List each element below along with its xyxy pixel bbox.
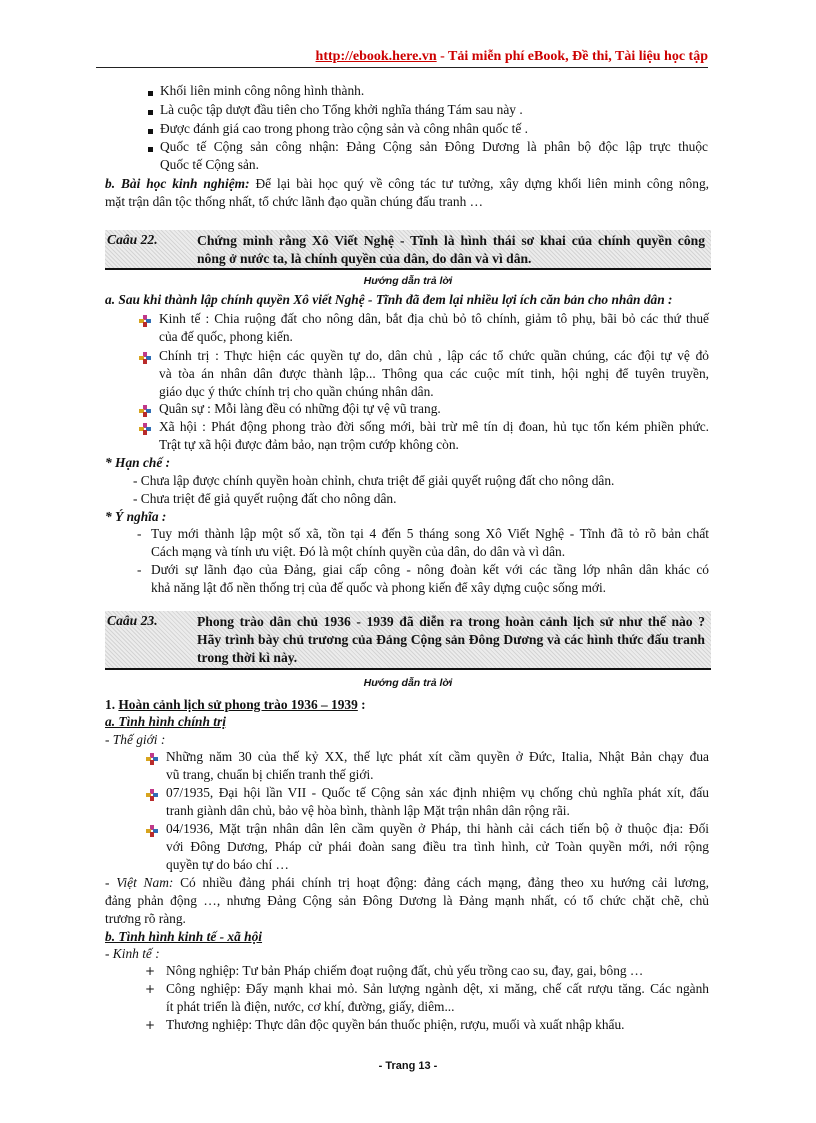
- clover-bullet-icon: [146, 825, 158, 837]
- meaning-item-cont: khả năng lật đổ nền thống trị của đế quốc và phong kiến để xây dựng cuộc sống mới.: [151, 580, 607, 595]
- question-23-line: Hãy trình bày chủ trương của Đảng Cộng sản Đông Dương và các hình thức đấu tranh: [197, 632, 705, 647]
- plus-bullet-icon: +: [145, 964, 156, 978]
- benefit-item-cont: của đế quốc, phong kiến.: [159, 329, 293, 344]
- square-bullet-icon: [148, 129, 153, 134]
- meaning-heading: * Ý nghĩa :: [105, 509, 167, 524]
- plus-bullet-icon: +: [145, 982, 156, 996]
- top-bullet-cont: Quốc tế Cộng sản.: [160, 157, 259, 172]
- world-item: Những năm 30 của thế kỷ XX, thế lực phát xít cầm quyền ở Đức, Italia, Nhật Bản chạy đua: [166, 749, 709, 764]
- section-1-heading: [105, 697, 366, 713]
- square-bullet-icon: [148, 110, 153, 115]
- lesson-label: b. Bài học kinh nghiệm:: [105, 176, 250, 191]
- benefit-item: Kinh tế : Chia ruộng đất cho nông dân, bắt địa chủ bỏ tô chính, giảm tô phụ, bãi bỏ các thứ thuế: [159, 311, 709, 326]
- benefit-item-cont: Trật tự xã hội được đảm bảo, nạn trộm cướp không còn.: [159, 437, 459, 452]
- world-item-cont: với Đông Dương, Pháp cử phái đoàn sang điều tra tình hình, cử Toàn quyền mới, nới rộng: [166, 839, 709, 854]
- square-bullet-icon: [148, 147, 153, 152]
- plus-bullet-icon: +: [145, 1018, 156, 1032]
- vietnam-text: Có nhiều đảng phái chính trị hoạt động: đảng cách mạng, đảng theo xu hướng cải lương,: [173, 875, 709, 890]
- economy-heading: - Kinh tế :: [105, 946, 160, 961]
- question-22-line: nông ở nước ta, là chính quyền của dân, do dân và vì dân.: [197, 251, 532, 266]
- answer-guide-heading: Hướng dẫn trả lời: [363, 275, 453, 287]
- clover-bullet-icon: [139, 423, 151, 435]
- meaning-item: Tuy mới thành lập một số xã, tồn tại 4 đến 5 tháng song Xô Viết Nghệ - Tĩnh đã tỏ rõ bản chất: [151, 526, 709, 541]
- answer-guide-heading: Hướng dẫn trả lời: [363, 677, 453, 689]
- top-bullet: Được đánh giá cao trong phong trào cộng sản và công nhân quốc tế .: [160, 121, 528, 136]
- section-1-number: 1.: [105, 697, 119, 712]
- clover-bullet-icon: [139, 405, 151, 417]
- world-item: 07/1935, Đại hội lần VII - Quốc tế Cộng sản xác định nhiệm vụ chống chủ nghĩa phát xít, đấu: [166, 785, 709, 800]
- top-bullet: Là cuộc tập dượt đầu tiên cho Tổng khởi nghĩa tháng Tám sau này .: [160, 102, 523, 117]
- benefit-item: Chính trị : Thực hiện các quyền tự do, dân chủ , lập các tổ chức quần chúng, các đội tự vệ đỏ: [159, 348, 709, 363]
- benefit-item: Quân sự : Mỗi làng đều có những đội tự vệ vũ trang.: [159, 401, 441, 416]
- limits-heading: * Hạn chế :: [105, 455, 171, 470]
- economy-item-cont: ít phát triển là điện, nước, cơ khí, đường, giấy, diêm...: [166, 999, 455, 1014]
- question-23-line: trong thời kì này.: [197, 650, 298, 665]
- header-divider: [96, 67, 708, 68]
- world-item-cont: vũ trang, chuẩn bị chiến tranh thế giới.: [166, 767, 374, 782]
- square-bullet-icon: [148, 91, 153, 96]
- world-item-cont: tranh giành dân chủ, bảo vệ hòa bình, thành lập Mặt trận nhân dân rộng rãi.: [166, 803, 570, 818]
- clover-bullet-icon: [146, 789, 158, 801]
- world-item-cont: quyền tự do báo chí …: [166, 857, 289, 872]
- economy-item: Công nghiệp: Đẩy mạnh khai mỏ. Sản lượng ngành dệt, xi măng, chế cất rượu tăng. Các ngành: [166, 981, 709, 996]
- header-tagline: - Tải miễn phí eBook, Đề thi, Tài liệu học tập: [436, 49, 708, 64]
- meaning-item: Dưới sự lãnh đạo của Đảng, giai cấp công - nông đoàn kết với các tầng lớp nhân dân khác có: [151, 562, 709, 577]
- meaning-item-cont: Cách mạng và tính ưu việt. Đó là một chính quyền của dân, do dân và vì dân.: [151, 544, 566, 559]
- benefit-item-cont: và tòa án nhân dân được thành lập... Thông qua các cuộc mít tinh, hội nghị để tuyên truyền,: [159, 366, 709, 381]
- question-23-line: Phong trào dân chủ 1936 - 1939 đã diễn ra trong hoàn cảnh lịch sử như thế nào ?: [197, 614, 705, 629]
- economy-item: Thương nghiệp: Thực dân độc quyền bán thuốc phiện, rượu, muối và xuất nhập khẩu.: [166, 1017, 625, 1032]
- world-heading: - Thế giới :: [105, 732, 166, 747]
- economy-item: Nông nghiệp: Tư bản Pháp chiếm đoạt ruộng đất, chủ yếu trồng cao su, đay, gai, bông …: [166, 963, 644, 978]
- question-23-box: [105, 611, 711, 670]
- vietnam-line-3: trương rõ ràng.: [105, 911, 186, 926]
- page-number: - Trang 13 -: [378, 1060, 438, 1072]
- clover-bullet-icon: [139, 315, 151, 327]
- vietnam-line-2: đảng phản động …, nhưng Đảng Cộng sản Đông Dương là Đảng mạnh nhất, có tổ chức chặt chẽ, chủ: [105, 893, 709, 908]
- question-23-text: [197, 613, 705, 667]
- lesson-line-1: [105, 176, 709, 192]
- question-23-label: Caâu 23.: [107, 613, 158, 628]
- section-1-title: Hoàn cảnh lịch sử phong trào 1936 – 1939: [118, 697, 358, 712]
- benefit-item: Xã hội : Phát động phong trào đời sống mới, bài trừ mê tín dị đoan, hủ tục tốn kém phiền phức.: [159, 419, 709, 434]
- dash-bullet-icon: -: [137, 526, 142, 541]
- lesson-line-2: mặt trận dân tộc thống nhất, tổ chức lãnh đạo quần chúng đấu tranh …: [105, 194, 483, 209]
- dash-bullet-icon: -: [137, 562, 142, 577]
- question-22-line: Chứng minh rằng Xô Viết Nghệ - Tĩnh là hình thái sơ khai của chính quyền công: [197, 233, 705, 248]
- header-link[interactable]: http://ebook.here.vn: [315, 49, 437, 64]
- top-bullet: Quốc tế Cộng sản công nhận: Đảng Cộng sản Đông Dương là phân bộ độc lập trực thuộc: [160, 139, 708, 154]
- question-22-box: [105, 230, 711, 270]
- vietnam-line-1: [105, 875, 709, 891]
- section-1-tail: :: [357, 697, 366, 712]
- benefit-item-cont: giáo dục ý thức chính trị cho quần chúng nhân dân.: [159, 384, 434, 399]
- vietnam-label: - Việt Nam:: [105, 875, 174, 890]
- question-22-text: [197, 232, 705, 268]
- section-a-heading: a. Sau khi thành lập chính quyền Xô viết Nghệ - Tĩnh đã đem lại nhiều lợi ích căn bản cho nhân dân :: [105, 292, 673, 307]
- section-b-heading: b. Tình hình kinh tế - xã hội: [105, 929, 263, 944]
- limit-item: - Chưa lập được chính quyền hoàn chỉnh, chưa triệt để giải quyết ruộng đất cho nông dân.: [133, 473, 615, 488]
- section-a-heading: a. Tình hình chính trị: [105, 714, 226, 729]
- question-22-label: Caâu 22.: [107, 232, 158, 247]
- page-header: [200, 49, 708, 65]
- world-item: 04/1936, Mặt trận nhân dân lên cầm quyền ở Pháp, thi hành cải cách tiến bộ ở thuộc địa: Đối: [166, 821, 709, 836]
- lesson-text: Để lại bài học quý về công tác tư tưởng, xây dựng khối liên minh công nông,: [249, 176, 709, 191]
- top-bullet: Khối liên minh công nông hình thành.: [160, 83, 365, 98]
- clover-bullet-icon: [146, 753, 158, 765]
- clover-bullet-icon: [139, 352, 151, 364]
- limit-item: - Chưa triệt để giả quyết ruộng đất cho nông dân.: [133, 491, 397, 506]
